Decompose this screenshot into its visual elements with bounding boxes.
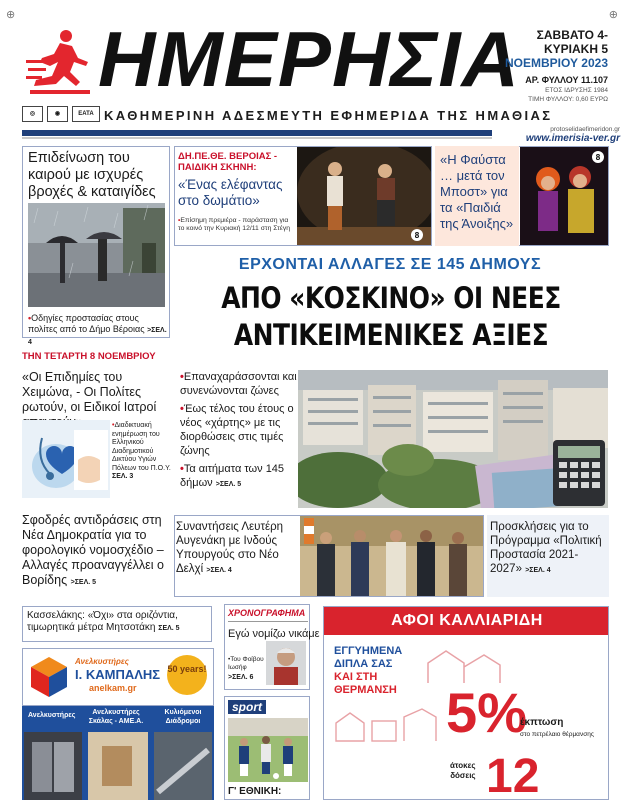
- author-name: •Του Φοίβου Ιωσήφ: [228, 656, 264, 671]
- theatre-photo: [297, 147, 431, 245]
- ad-company-name: Ι. ΚΑΜΠΑΛΗΣ: [75, 667, 161, 682]
- installments-label-line: άτοκες: [450, 761, 476, 770]
- kalliaridi-ad[interactable]: [323, 606, 609, 800]
- badge-icon: ◉: [47, 106, 68, 122]
- kasselakis-text: Κασσελάκης: «Όχι» στα οριζόντια, τιμωρητικά μέτρα Μητσοτάκη: [27, 610, 178, 633]
- page-ref[interactable]: ΣΕΛ. 3: [112, 473, 134, 480]
- bullet-item: •Τα αιτήματα των 145 δήμων >ΣΕΛ. 5: [180, 463, 285, 489]
- rain-photo: [28, 203, 165, 307]
- date-line: ΚΥΡΙΑΚΗ 5: [543, 42, 608, 56]
- bullet-item: •Επαναχαράσσονται και συνενώνονται ζώνες: [180, 371, 297, 397]
- ad-slogan-line: ΘΕΡΜΑΝΣΗ: [334, 684, 397, 696]
- theatre-headline: «Ένας ελέφαντας στο δωμάτιο»: [178, 177, 283, 208]
- newspaper-subtitle: ΚΑΘΗΜΕΡΙΝΗ ΑΔΕΣΜΕΥΤΗ ΕΦΗΜΕΡΙΔΑ ΤΗΣ ΗΜΑΘΙΑΣ: [104, 108, 553, 123]
- divider: [228, 621, 308, 622]
- football-photo: [228, 718, 308, 782]
- ad-category: Κυλιόμενοι Διάδρομοι: [164, 709, 202, 725]
- fausta-photo: [520, 147, 608, 245]
- date-line: ΝΟΕΜΒΡΙΟΥ 2023: [504, 56, 608, 70]
- cube-logo-icon: [29, 655, 69, 699]
- ad-slogan-line: ΕΓΓΥΗΜΕΝΑ: [334, 645, 403, 657]
- bullet-text: Επαναχαράσσονται και συνενώνονται ζώνες: [180, 371, 297, 397]
- theatre-kicker: ΔΗ.ΠΕ.ΘΕ. ΒΕΡΟΙΑΣ - ΠΑΙΔΙΚΗ ΣΚΗΝΗ:: [178, 151, 278, 173]
- ad-category: Ανελκυστήρες: [28, 712, 76, 719]
- kampalis-ad[interactable]: [22, 648, 214, 800]
- badge-icon: ◎: [22, 106, 43, 122]
- page-number-badge: 8: [414, 231, 420, 240]
- epidimies-kicker: ΤΗΝ ΤΕΤΑΡΤΗ 8 ΝΟΕΜΒΡΙΟΥ: [22, 351, 156, 362]
- installments-value: 12: [486, 750, 540, 800]
- newspaper-logo: ΗΜΕΡΗΣΙΑ: [98, 15, 521, 103]
- founded-year: ΕΤΟΣ ΙΔΡΥΣΗΣ 1984: [545, 87, 608, 94]
- city-buildings-photo: [298, 370, 608, 508]
- discount-value: 5%: [446, 681, 527, 744]
- registration-mark: ⊕: [608, 9, 618, 21]
- page-ref[interactable]: >ΣΕΛ. 5: [215, 481, 242, 488]
- sport-label: sport: [228, 700, 266, 714]
- officials-photo: [300, 516, 483, 596]
- runner-logo-icon: [26, 28, 92, 98]
- sfodres-headline[interactable]: [22, 513, 170, 590]
- page-number-badge: 8: [595, 153, 601, 162]
- discount-note: στο πετρέλαιο θέρμανσης: [520, 731, 594, 738]
- column-header: ΧΡΟΝΟΓΡΑΦΗΜΑ: [228, 608, 306, 618]
- price: ΤΙΜΗ ΦΥΛΛΟΥ: 0,60 ΕΥΡΩ: [528, 96, 608, 103]
- theatre-caption-text: Επίσημη πρεμιέρα - παράσταση για το κοινό την Κυριακή 12/11 στη Στέγη: [178, 217, 291, 232]
- sport-subtitle: Γ' ΕΘΝΙΚΗ:: [228, 786, 282, 797]
- issue-number: ΑΡ. ΦΥΛΛΟΥ 11.107: [525, 75, 608, 85]
- ad-website: anelkam.gr: [89, 683, 137, 693]
- date-line: ΣΑΒΒΑΤΟ 4-: [536, 28, 608, 42]
- column-title: Εγώ νομίζω νικάμε: [228, 628, 320, 640]
- home-icons: [332, 703, 438, 745]
- kampalis-ad-header: [22, 648, 214, 706]
- installments-label-line: δόσεις: [450, 771, 476, 780]
- years-badge: 50 years!: [167, 655, 207, 695]
- prosklisi-text: Προσκλήσεις για το Πρόγραμμα «Πολιτική Προστασία 2021-2027»: [490, 521, 602, 575]
- weather-caption-text: Οδηγίες προστασίας στους πολίτες από το Δήμο Βέροιας: [28, 313, 145, 334]
- ad-header: ΑΦΟΙ ΚΑΛΛΙΑΡΙΔΗ: [324, 607, 609, 635]
- main-kicker: ΕΡΧΟΝΤΑΙ ΑΛΛΑΓΕΣ ΣΕ 145 ΔΗΜΟΥΣ: [238, 256, 542, 273]
- main-bullets: [180, 370, 298, 496]
- ad-slogan-line: ΔΙΠΛΑ ΣΑΣ: [334, 658, 393, 670]
- lefteri-headline: [176, 520, 300, 578]
- ad-category: Ανελκυστήρες Σκάλας - ΑΜΕ.Α.: [88, 709, 144, 725]
- epidimies-caption-text: Διαδικτυακή ενημέρωση του Ελληνικού Διαδημοτικού Δικτύου Υγιών Πόλεων του Π.Ο.Υ.: [112, 422, 171, 472]
- prosklisi-headline: [490, 520, 610, 578]
- bullet-item: •Έως τέλος του έτους ο νέος «χάρτης» με τις διορθώσεις στις τιμές ζώνης: [180, 403, 294, 457]
- fausta-headline: «Η Φαύστα … μετά τον Μποστ» για τα «Παιδιά της Άνοιξης»: [440, 152, 514, 231]
- column-author: [228, 656, 266, 682]
- registration-mark: ⊕: [6, 9, 16, 21]
- source-site: protoselidaefimeridon.gr: [550, 126, 620, 133]
- sfodres-text: Σφοδρές αντιδράσεις στη Νέα Δημοκρατία για το φορολογικό νομοσχέδιο – Αλλαγές προαναγγέλλει ο Βορίδης: [22, 513, 164, 587]
- certification-badges: [22, 106, 100, 122]
- page-ref[interactable]: >ΣΕΛ. 4: [525, 567, 551, 574]
- page-ref[interactable]: ΣΕΛ. 5: [158, 625, 180, 632]
- epidimies-headline: «Οι Επιδημίες του Χειμώνα, - Οι Πολίτες ρωτούν, οι Ειδικοί Ιατροί: [22, 370, 157, 414]
- weather-caption: •Οδηγίες προστασίας στους πολίτες από το Δήμο Βέροιας >ΣΕΛ. 4: [28, 313, 167, 346]
- ad-category-label: Ανελκυστήρες: [75, 657, 129, 666]
- masthead-rule: [22, 130, 492, 136]
- installments-label: [450, 761, 476, 781]
- theatre-caption: •Επίσημη πρεμιέρα - παράσταση για το κοινό την Κυριακή 12/11 στη Στέγη: [178, 217, 291, 232]
- weather-headline: Επιδείνωση του καιρού με ισχυρές βροχές & καταιγίδες: [28, 150, 156, 200]
- bullet-text: Τα αιτήματα των 145 δήμων: [180, 463, 285, 489]
- ad-slogan-line: ΚΑΙ ΣΤΗ: [334, 671, 378, 683]
- date-block: [505, 28, 608, 103]
- discount-label: έκπτωση: [520, 717, 564, 728]
- main-headline-line1: ΑΠΟ «ΚΟΣΚΙΝΟ» ΟΙ ΝΕΕΣ: [221, 281, 561, 315]
- main-headline-line2: ΑΝΤΙΚΕΙΜΕΝΙΚΕΣ ΑΞΙΕΣ: [233, 318, 549, 352]
- epidimies-caption: •Διαδικτυακή ενημέρωση του Ελληνικού Διαδημοτικού Δικτύου Υγιών Πόλεων του Π.Ο.Υ. ΣΕΛ. 3: [112, 422, 171, 480]
- website-link[interactable]: www.imerisia-ver.gr: [525, 133, 620, 144]
- lefteri-text: Συναντήσεις Λευτέρη Αυγενάκη με Ινδούς Υπουργούς στο Νέο Δελχί: [176, 521, 284, 575]
- masthead-rule: [22, 137, 492, 139]
- page-ref[interactable]: >ΣΕΛ. 5: [70, 579, 97, 586]
- author-photo: [266, 641, 306, 685]
- ad-slogan: [334, 645, 402, 697]
- bullet-text: Έως τέλος του έτους ο νέος «χάρτης» με τις διορθώσεις στις τιμές ζώνης: [180, 403, 294, 457]
- kasselakis-story[interactable]: [22, 606, 212, 642]
- website-block: [526, 126, 620, 144]
- elevator-photos: [22, 732, 214, 800]
- health-illustration: [22, 420, 110, 498]
- page-ref[interactable]: >ΣΕΛ. 4: [206, 567, 232, 574]
- eata-badge: ΕΑΤΑ: [72, 106, 100, 122]
- page-ref[interactable]: >ΣΕΛ. 4: [28, 327, 167, 346]
- page-ref[interactable]: >ΣΕΛ. 6: [228, 674, 254, 681]
